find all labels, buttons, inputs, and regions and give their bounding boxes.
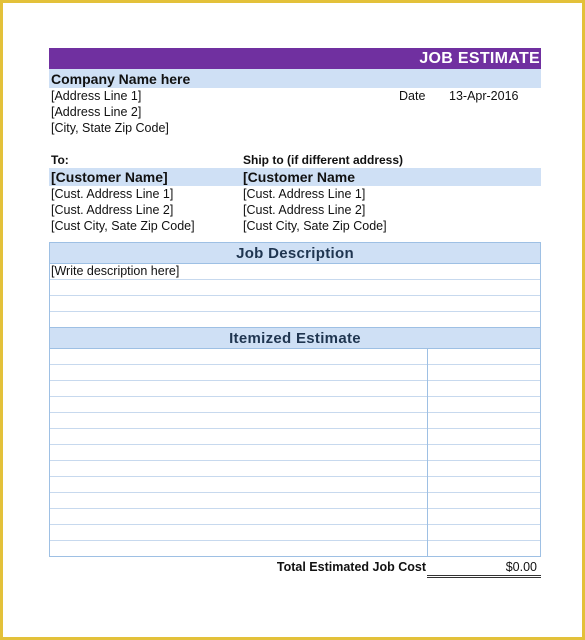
customer-city-row <box>49 218 541 234</box>
document-title: JOB ESTIMATE <box>419 50 540 67</box>
itemized-estimate-heading: Itemized Estimate <box>50 327 540 349</box>
description-line[interactable] <box>50 280 540 296</box>
ship-to-address-line-2[interactable]: [Cust. Address Line 2] <box>243 203 366 217</box>
title-bar <box>49 48 541 69</box>
company-address-line-1[interactable]: [Address Line 1] <box>51 89 142 103</box>
customer-name-band <box>49 168 541 186</box>
amount-column-divider <box>427 493 428 509</box>
to-address-line-2[interactable]: [Cust. Address Line 2] <box>51 203 174 217</box>
description-line[interactable] <box>50 312 540 327</box>
estimate-table <box>49 242 541 557</box>
to-address-line-1[interactable]: [Cust. Address Line 1] <box>51 187 174 201</box>
ship-to-label: Ship to (if different address) <box>243 153 404 167</box>
description-line[interactable] <box>50 264 540 280</box>
amount-column-divider <box>427 365 428 381</box>
itemized-line[interactable] <box>50 493 540 509</box>
amount-column-divider <box>427 397 428 413</box>
itemized-line[interactable] <box>50 365 540 381</box>
itemized-line[interactable] <box>50 381 540 397</box>
total-label: Total Estimated Job Cost <box>276 560 426 574</box>
recipient-labels-row <box>49 152 541 168</box>
company-name-band <box>49 69 541 88</box>
itemized-line[interactable] <box>50 445 540 461</box>
company-city-line[interactable]: [City, State Zip Code] <box>51 121 169 135</box>
job-description-heading: Job Description <box>50 243 540 264</box>
job-estimate-sheet <box>49 48 541 575</box>
description-line[interactable] <box>50 296 540 312</box>
date-value[interactable]: 13-Apr-2016 <box>449 89 519 103</box>
amount-column-divider <box>427 445 428 461</box>
ship-to-customer-name[interactable]: [Customer Name <box>243 169 356 185</box>
itemized-line[interactable] <box>50 541 540 556</box>
company-city-row <box>49 120 541 136</box>
company-address-row-2 <box>49 104 541 120</box>
amount-column-divider <box>427 525 428 541</box>
itemized-line[interactable] <box>50 477 540 493</box>
to-customer-name[interactable]: [Customer Name] <box>51 169 168 185</box>
amount-column-divider <box>427 413 428 429</box>
description-text[interactable]: [Write description here] <box>51 264 180 278</box>
company-address-row-1 <box>49 88 541 104</box>
to-city-line[interactable]: [Cust City, Sate Zip Code] <box>51 219 195 233</box>
amount-column-divider <box>427 461 428 477</box>
to-label: To: <box>51 153 69 167</box>
amount-column-divider <box>427 477 428 493</box>
itemized-line[interactable] <box>50 525 540 541</box>
amount-column-divider <box>427 381 428 397</box>
itemized-line[interactable] <box>50 397 540 413</box>
company-name[interactable]: Company Name here <box>51 71 191 87</box>
amount-column-divider <box>427 349 428 365</box>
itemized-line[interactable] <box>50 349 540 365</box>
itemized-line[interactable] <box>50 461 540 477</box>
date-label: Date <box>399 89 426 103</box>
amount-column-divider <box>427 429 428 445</box>
customer-address-row-1 <box>49 186 541 202</box>
ship-to-city-line[interactable]: [Cust City, Sate Zip Code] <box>243 219 387 233</box>
itemized-lines <box>50 349 540 556</box>
total-row <box>49 557 541 575</box>
customer-address-row-2 <box>49 202 541 218</box>
total-double-underline <box>427 575 541 578</box>
itemized-line[interactable] <box>50 429 540 445</box>
ship-to-address-line-1[interactable]: [Cust. Address Line 1] <box>243 187 366 201</box>
total-value: $0.00 <box>505 560 537 574</box>
itemized-line[interactable] <box>50 509 540 525</box>
amount-column-divider <box>427 541 428 557</box>
company-address-line-2[interactable]: [Address Line 2] <box>51 105 142 119</box>
itemized-line[interactable] <box>50 413 540 429</box>
amount-column-divider <box>427 509 428 525</box>
